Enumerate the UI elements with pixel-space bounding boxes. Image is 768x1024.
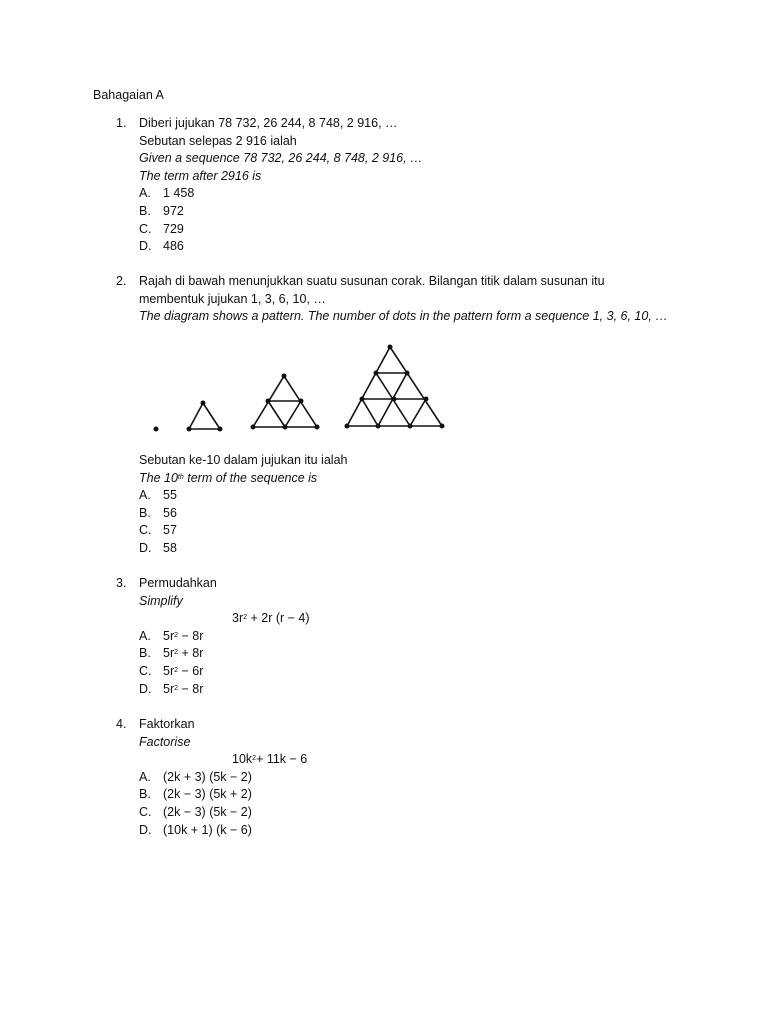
question-text-english: The diagram shows a pattern. The number of dots in the pattern form a sequence 1, 3, 6, 10, …: [139, 309, 668, 324]
option-b: B. $5r^2 + 8r$: [139, 646, 204, 661]
option-a: A. (2k + 3) (5k − 2): [139, 769, 252, 784]
option-a: A. 1 458: [139, 186, 195, 201]
option-c: C. 57: [139, 523, 177, 538]
question-number: 2.: [116, 274, 127, 288]
question-text: Faktorkan: [139, 717, 195, 731]
question-text: Sebutan selepas 2 916 ialah: [139, 133, 297, 148]
pattern-figure-3: [251, 374, 320, 430]
dot-pattern-diagram: [140, 338, 450, 438]
math-expression: $3r^2 + 2r$ (r − 4): [232, 611, 310, 626]
pattern-figure-1: [154, 427, 159, 432]
pattern-figure-2: [187, 401, 223, 432]
option-c: C. 729: [139, 221, 184, 236]
question-text: membentuk jujukan 1, 3, 6, 10, …: [139, 291, 326, 306]
question-text: Permudahkan: [139, 576, 217, 590]
question-text: Sebutan ke-10 dalam jujukan itu ialah: [139, 453, 348, 467]
option-a: A. $5r^2 - 8r$: [139, 628, 204, 643]
question-number: 1.: [116, 116, 127, 130]
option-d: D. $5r^2 - 8r$: [139, 681, 204, 696]
option-c: C. $5r^2 - 6r$: [139, 663, 204, 678]
question-text-english: The term after 2916 is: [139, 168, 262, 183]
option-d: D. 58: [139, 540, 177, 555]
option-a: A. 55: [139, 488, 177, 503]
option-b: B. 56: [139, 505, 177, 520]
option-b: B. (2k − 3) (5k + 2): [139, 787, 252, 802]
section-title: Bahagaian A: [93, 88, 164, 102]
math-expression: $10k^2+ 11k - 6$: [232, 752, 308, 767]
question-text-english: Factorise: [139, 734, 191, 749]
option-d: D. 486: [139, 239, 184, 254]
pattern-figure-4: [345, 345, 445, 429]
option-d: D. (10k + 1) (k − 6): [139, 822, 252, 837]
question-text-english: Given a sequence 78 732, 26 244, 8 748, 2 916, …: [139, 151, 423, 166]
question-text-english: The 10th term of the sequence is: [139, 470, 318, 485]
question-text: Diberi jujukan 78 732, 26 244, 8 748, 2 916, …: [139, 116, 398, 130]
question-text: Rajah di bawah menunjukkan suatu susunan corak. Bilangan titik dalam susunan itu: [139, 274, 605, 288]
option-b: B. 972: [139, 203, 184, 218]
option-c: C. (2k − 3) (5k − 2): [139, 804, 252, 819]
question-number: 4.: [116, 717, 127, 731]
question-number: 3.: [116, 576, 127, 590]
question-text-english: Simplify: [139, 593, 183, 608]
